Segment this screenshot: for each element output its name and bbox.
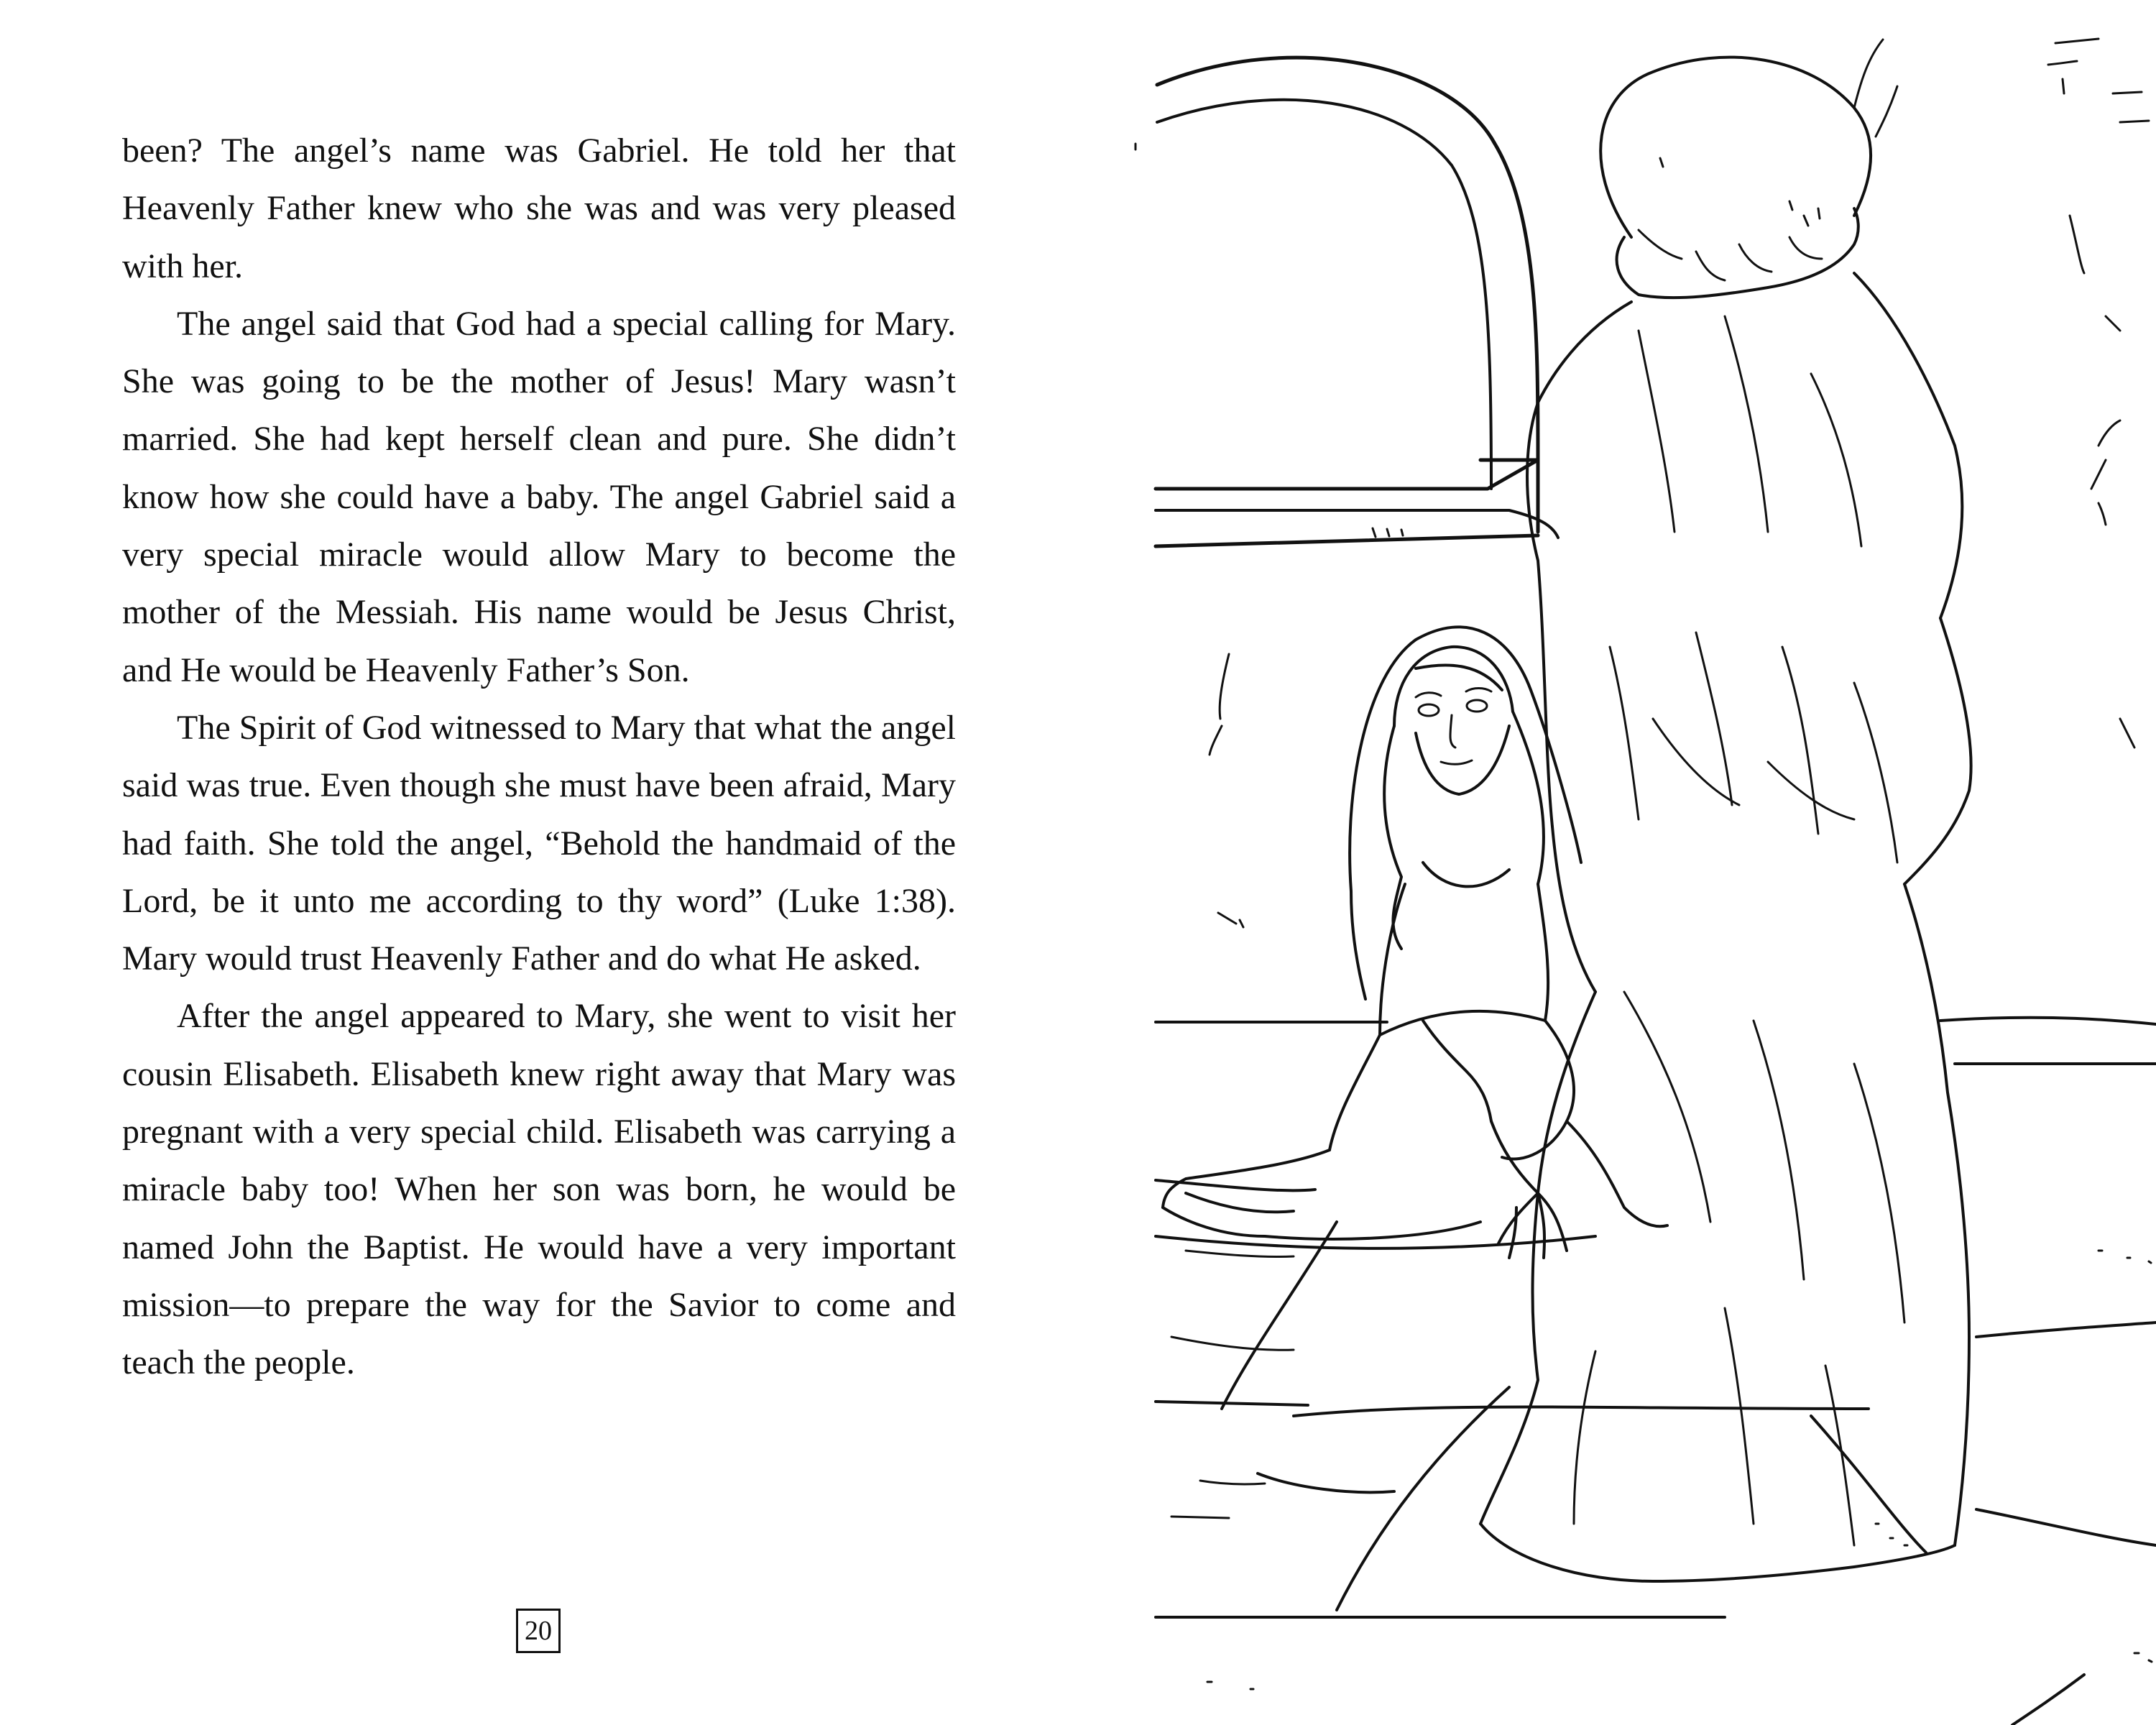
kneeling-woman — [1163, 627, 1667, 1258]
paragraph-1: been? The angel’s name was Gabriel. He told her that Heavenly Father knew who she was and was very pleased with her. — [122, 132, 956, 285]
coloring-illustration — [1078, 0, 2156, 1725]
right-page — [1078, 0, 2156, 1725]
arched-window — [1156, 58, 1558, 546]
paragraph-2: The angel said that God had a special calling for Mary. She was going to be the mother of Jesus! Mary wasn’t married. She had kept herself clean and pure. She didn’t know how she could have a baby. The angel Gabriel said a very special miracle would allow Mary to become the mother of the Messiah. His name would be Jesus Christ, and He would be Heavenly Father’s Son. — [122, 304, 956, 689]
stone-wall — [1135, 39, 2156, 1725]
robed-figure — [1480, 58, 1971, 1581]
page-number: 20 — [516, 1609, 561, 1653]
paragraph-3: The Spirit of God witnessed to Mary that what the angel said was true. Even though she must have been afraid, Mary had faith. She told the angel, “Behold the handmaid of the Lord, be it unto me according to thy word” (Luke 1:38). Mary would trust Heavenly Father and do what He asked. — [122, 708, 956, 978]
body-text — [122, 122, 956, 1392]
paragraph-4: After the angel appeared to Mary, she went to visit her cousin Elisabeth. Elisabeth knew right away that Mary was pregnant with a very special child. Elisabeth was carrying a miracle baby too! When her son was born, he would be named John the Baptist. He would have a very important mission—to prepare the way for the Savior to come and teach the people. — [122, 997, 956, 1382]
